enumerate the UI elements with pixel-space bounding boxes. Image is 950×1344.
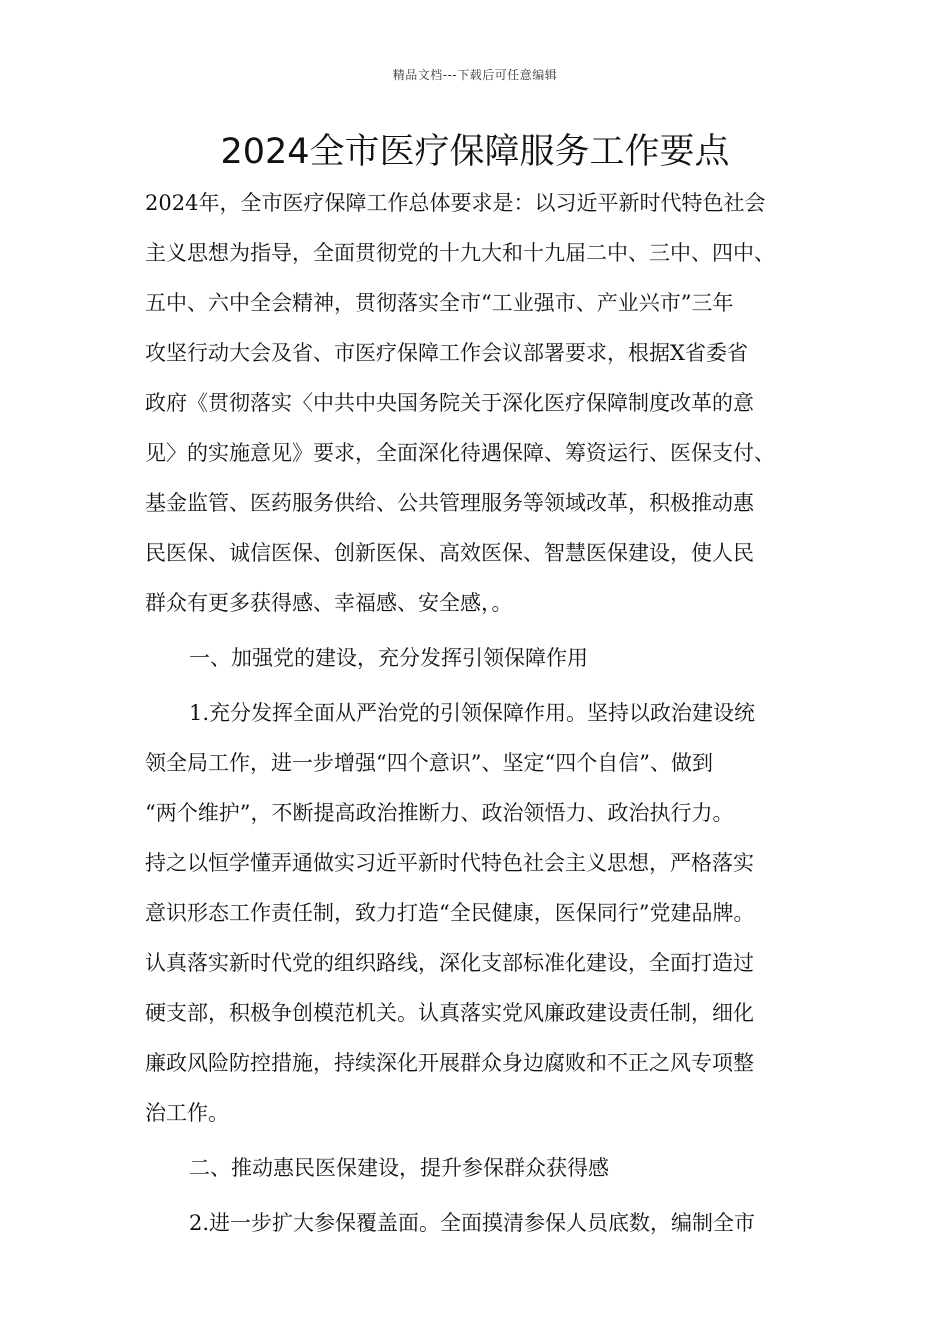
paragraph-line: 主义思想为指导，全面贯彻党的十九大和十九届二中、三中、四中、 [145, 241, 775, 265]
paragraph-line: 认真落实新时代党的组织路线，深化支部标准化建设，全面打造过 [145, 951, 754, 975]
paragraph-line: 政府《贯彻落实〈中共中央国务院关于深化医疗保障制度改革的意 [145, 391, 754, 415]
paragraph-line: 治工作。 [145, 1101, 229, 1125]
document-body [145, 178, 835, 1248]
paragraph-line: 2024年，全市医疗保障工作总体要求是：以习近平新时代特色社会 [145, 191, 766, 215]
document-title: 2024全市医疗保障服务工作要点 [220, 132, 730, 172]
paragraph-line: 基金监管、医药服务供给、公共管理服务等领域改革，积极推动惠 [145, 491, 754, 515]
header-note: 精品文档---下载后可任意编辑 [392, 68, 558, 82]
paragraph-line: “两个维护”，不断提高政治推断力、政治领悟力、政治执行力。 [145, 801, 734, 825]
section-heading: 二、推动惠民医保建设，提升参保群众获得感 [189, 1156, 609, 1180]
paragraph-line: 攻坚行动大会及省、市医疗保障工作会议部署要求，根据X省委省 [145, 341, 748, 365]
paragraph-line: 硬支部，积极争创模范机关。认真落实党风廉政建设责任制，细化 [145, 1001, 754, 1025]
paragraph-line: 五中、六中全会精神，贯彻落实全市“工业强市、产业兴市”三年 [145, 291, 734, 315]
paragraph-line: 见〉的实施意见》要求，全面深化待遇保障、筹资运行、医保支付、 [145, 441, 775, 465]
paragraph-line: 群众有更多获得感、幸福感、安全感，。 [145, 591, 513, 615]
paragraph-line: 2.进一步扩大参保覆盖面。全面摸清参保人员底数，编制全市 [189, 1211, 756, 1235]
paragraph-line: 民医保、诚信医保、创新医保、高效医保、智慧医保建设，使人民 [145, 541, 754, 565]
paragraph-line: 领全局工作，进一步增强“四个意识”、坚定“四个自信”、做到 [145, 751, 713, 775]
section-heading: 一、加强党的建设，充分发挥引领保障作用 [189, 646, 588, 670]
paragraph-line: 廉政风险防控措施，持续深化开展群众身边腐败和不正之风专项整 [145, 1051, 754, 1075]
paragraph-line: 1.充分发挥全面从严治党的引领保障作用。坚持以政治建设统 [189, 701, 756, 725]
paragraph-line: 意识形态工作责任制，致力打造“全民健康，医保同行”党建品牌。 [145, 901, 755, 925]
paragraph-line: 持之以恒学懂弄通做实习近平新时代特色社会主义思想，严格落实 [145, 851, 754, 875]
